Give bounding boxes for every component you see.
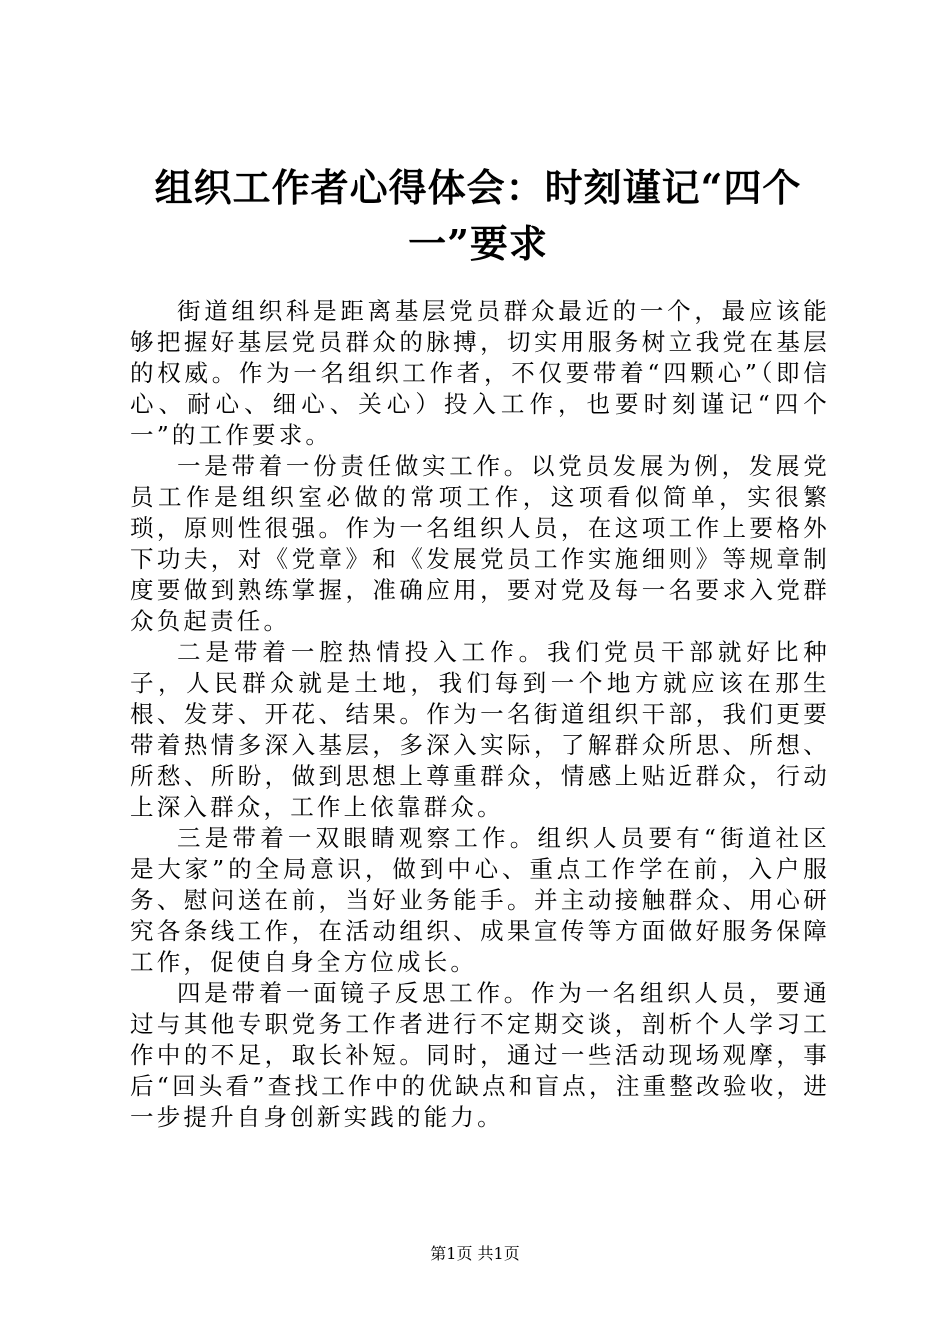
page-number-footer: 第1页 共1页 [430,1244,520,1263]
document-title: 组织工作者心得体会：时刻谨记“四个一”要求 [154,165,802,266]
paragraph-point-four: 四是带着一面镜子反思工作。作为一名组织人员，要通过与其他专职党务工作者进行不定期交谈，剖析个人学习工作中的不足，取长补短。同时，通过一些活动现场观摩，事后“回头看”查找工作中的优缺点和盲点，注重整改验收，进一步提升自身创新实践的能力。 [130,979,830,1131]
document-body [130,296,830,1133]
paragraph-intro: 街道组织科是距离基层党员群众最近的一个，最应该能够把握好基层党员群众的脉搏，切实用服务树立我党在基层的权威。作为一名组织工作者，不仅要带着“四颗心”（即信心、耐心、细心、关心）投入工作，也要时刻谨记“四个一”的工作要求。 [130,297,830,449]
paragraph-point-three: 三是带着一双眼睛观察工作。组织人员要有“街道社区是大家”的全局意识，做到中心、重点工作学在前，入户服务、慰问送在前，当好业务能手。并主动接触群众、用心研究各条线工作，在活动组织、成果宣传等方面做好服务保障工作，促使自身全方位成长。 [130,824,830,976]
paragraph-point-one: 一是带着一份责任做实工作。以党员发展为例，发展党员工作是组织室必做的常项工作，这项看似简单，实很繁琐，原则性很强。作为一名组织人员，在这项工作上要格外下功夫，对《党章》和《发展党员工作实施细则》等规章制度要做到熟练掌握，准确应用，要对党及每一名要求入党群众负起责任。 [130,452,830,635]
paragraph-point-two: 二是带着一腔热情投入工作。我们党员干部就好比种子，人民群众就是土地，我们每到一个地方就应该在那生根、发芽、开花、结果。作为一名街道组织干部，我们更要带着热情多深入基层，多深入实际，了解群众所思、所想、所愁、所盼，做到思想上尊重群众，情感上贴近群众，行动上深入群众，工作上依靠群众。 [130,638,830,821]
